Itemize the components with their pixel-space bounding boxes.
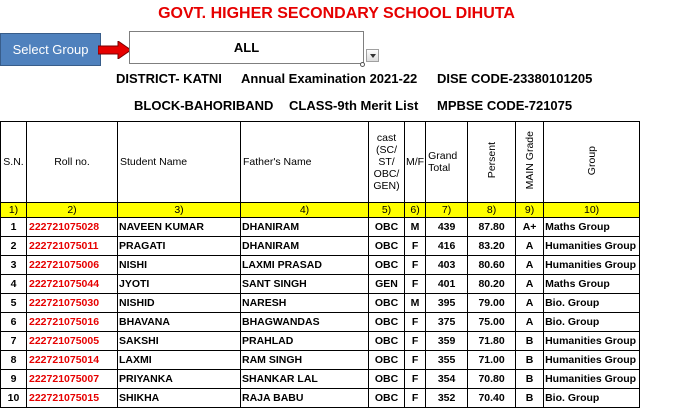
col-header-roll: Roll no.: [27, 122, 118, 203]
sn-cell: 5: [1, 294, 27, 313]
gender-cell: F: [405, 237, 426, 256]
father-name-cell: BHAGWANDAS: [241, 313, 369, 332]
student-name-cell: NAVEEN KUMAR: [118, 218, 241, 237]
select-group-button[interactable]: Select Group: [0, 33, 101, 66]
grade-cell: B: [516, 370, 544, 389]
gender-cell: F: [405, 313, 426, 332]
sn-cell: 7: [1, 332, 27, 351]
col-number: 10): [544, 203, 640, 218]
table-row: [1, 389, 640, 408]
col-number: 8): [468, 203, 516, 218]
col-header-group: Group: [585, 145, 598, 176]
gender-cell: F: [405, 389, 426, 408]
sn-cell: 6: [1, 313, 27, 332]
col-header-student: Student Name: [118, 122, 241, 203]
grade-cell: A: [516, 256, 544, 275]
school-title: GOVT. HIGHER SECONDARY SCHOOL DIHUTA: [158, 5, 515, 22]
district-label: DISTRICT- KATNI: [116, 71, 222, 86]
roll-number-cell: 222721075006: [27, 256, 118, 275]
cast-cell: OBC: [369, 332, 405, 351]
group-cell: Maths Group: [544, 218, 640, 237]
father-name-cell: DHANIRAM: [241, 237, 369, 256]
mpbse-code-label: MPBSE CODE-721075: [437, 98, 573, 113]
group-cell: Humanities Group: [544, 370, 640, 389]
student-name-cell: JYOTI: [118, 275, 241, 294]
cast-cell: OBC: [369, 351, 405, 370]
cast-cell: OBC: [369, 370, 405, 389]
grade-cell: B: [516, 351, 544, 370]
sn-cell: 3: [1, 256, 27, 275]
col-header-sn: S.N.: [1, 122, 27, 203]
table-row: [1, 370, 640, 389]
grand-total-cell: 401: [426, 275, 468, 294]
father-name-cell: PRAHLAD: [241, 332, 369, 351]
cast-cell: OBC: [369, 237, 405, 256]
block-label: BLOCK-BAHORIBAND: [134, 98, 274, 113]
father-name-cell: SHANKAR LAL: [241, 370, 369, 389]
student-name-cell: PRAGATI: [118, 237, 241, 256]
percent-cell: 83.20: [468, 237, 516, 256]
grade-cell: A: [516, 313, 544, 332]
roll-number-cell: 222721075005: [27, 332, 118, 351]
student-name-cell: PRIYANKA: [118, 370, 241, 389]
cast-cell: OBC: [369, 313, 405, 332]
grand-total-cell: 354: [426, 370, 468, 389]
student-name-cell: BHAVANA: [118, 313, 241, 332]
table-row: [1, 351, 640, 370]
col-number: 3): [118, 203, 241, 218]
table-row: [1, 218, 640, 237]
grand-total-cell: 359: [426, 332, 468, 351]
sn-cell: 1: [1, 218, 27, 237]
roll-number-cell: 222721075015: [27, 389, 118, 408]
table-row: [1, 256, 640, 275]
roll-number-cell: 222721075016: [27, 313, 118, 332]
gender-cell: F: [405, 370, 426, 389]
percent-cell: 80.20: [468, 275, 516, 294]
roll-number-cell: 222721075014: [27, 351, 118, 370]
roll-number-cell: 222721075007: [27, 370, 118, 389]
group-cell: Bio. Group: [544, 389, 640, 408]
dropdown-arrow-icon[interactable]: [366, 49, 379, 62]
col-header-percent: Persent: [485, 142, 498, 179]
grand-total-cell: 355: [426, 351, 468, 370]
dise-code-label: DISE CODE-23380101205: [437, 71, 593, 86]
student-name-cell: NISHID: [118, 294, 241, 313]
col-header-grade: MAIN Grade: [523, 131, 536, 190]
student-name-cell: LAXMI: [118, 351, 241, 370]
gender-cell: M: [405, 218, 426, 237]
percent-cell: 71.00: [468, 351, 516, 370]
student-name-cell: NISHI: [118, 256, 241, 275]
student-name-cell: SAKSHI: [118, 332, 241, 351]
red-arrow-icon: [98, 41, 132, 59]
gender-cell: M: [405, 294, 426, 313]
gender-cell: F: [405, 275, 426, 294]
percent-cell: 79.00: [468, 294, 516, 313]
percent-cell: 70.80: [468, 370, 516, 389]
roll-number-cell: 222721075030: [27, 294, 118, 313]
header-row: [1, 122, 640, 203]
father-name-cell: SANT SINGH: [241, 275, 369, 294]
group-cell: Bio. Group: [544, 313, 640, 332]
roll-number-cell: 222721075044: [27, 275, 118, 294]
merit-list-table: [0, 121, 640, 408]
grand-total-cell: 375: [426, 313, 468, 332]
grade-cell: A+: [516, 218, 544, 237]
col-number: 2): [27, 203, 118, 218]
grand-total-cell: 395: [426, 294, 468, 313]
resize-handle[interactable]: [360, 62, 365, 67]
cast-cell: OBC: [369, 294, 405, 313]
group-cell: Humanities Group: [544, 237, 640, 256]
grand-total-cell: 352: [426, 389, 468, 408]
student-name-cell: SHIKHA: [118, 389, 241, 408]
father-name-cell: LAXMI PRASAD: [241, 256, 369, 275]
gender-cell: F: [405, 351, 426, 370]
percent-cell: 71.80: [468, 332, 516, 351]
roll-number-cell: 222721075011: [27, 237, 118, 256]
table-row: [1, 313, 640, 332]
gender-cell: F: [405, 332, 426, 351]
col-number: 6): [405, 203, 426, 218]
table-row: [1, 275, 640, 294]
table-row: [1, 237, 640, 256]
group-select-box[interactable]: ALL: [129, 31, 364, 64]
sn-cell: 4: [1, 275, 27, 294]
grade-cell: A: [516, 237, 544, 256]
father-name-cell: RAM SINGH: [241, 351, 369, 370]
column-number-row: [1, 203, 640, 218]
group-cell: Bio. Group: [544, 294, 640, 313]
col-header-cast: cast (SC/ ST/ OBC/ GEN): [369, 122, 405, 203]
father-name-cell: NARESH: [241, 294, 369, 313]
sn-cell: 10: [1, 389, 27, 408]
cast-cell: GEN: [369, 275, 405, 294]
col-header-total: Grand Total: [426, 122, 468, 203]
col-number: 1): [1, 203, 27, 218]
percent-cell: 70.40: [468, 389, 516, 408]
grade-cell: B: [516, 389, 544, 408]
sn-cell: 2: [1, 237, 27, 256]
percent-cell: 75.00: [468, 313, 516, 332]
grade-cell: A: [516, 294, 544, 313]
grand-total-cell: 439: [426, 218, 468, 237]
cast-cell: OBC: [369, 389, 405, 408]
col-header-mf: M/F: [405, 122, 426, 203]
grand-total-cell: 416: [426, 237, 468, 256]
grand-total-cell: 403: [426, 256, 468, 275]
group-cell: Humanities Group: [544, 256, 640, 275]
percent-cell: 80.60: [468, 256, 516, 275]
gender-cell: F: [405, 256, 426, 275]
father-name-cell: DHANIRAM: [241, 218, 369, 237]
exam-label: Annual Examination 2021-22: [241, 71, 418, 86]
group-cell: Humanities Group: [544, 332, 640, 351]
col-number: 4): [241, 203, 369, 218]
col-number: 9): [516, 203, 544, 218]
grade-cell: A: [516, 275, 544, 294]
col-number: 5): [369, 203, 405, 218]
percent-cell: 87.80: [468, 218, 516, 237]
col-header-father: Father's Name: [241, 122, 369, 203]
table-row: [1, 332, 640, 351]
group-cell: Maths Group: [544, 275, 640, 294]
father-name-cell: RAJA BABU: [241, 389, 369, 408]
roll-number-cell: 222721075028: [27, 218, 118, 237]
col-number: 7): [426, 203, 468, 218]
grade-cell: B: [516, 332, 544, 351]
group-cell: Humanities Group: [544, 351, 640, 370]
sn-cell: 8: [1, 351, 27, 370]
class-list-label: CLASS-9th Merit List: [289, 98, 419, 113]
cast-cell: OBC: [369, 256, 405, 275]
table-row: [1, 294, 640, 313]
cast-cell: OBC: [369, 218, 405, 237]
sn-cell: 9: [1, 370, 27, 389]
